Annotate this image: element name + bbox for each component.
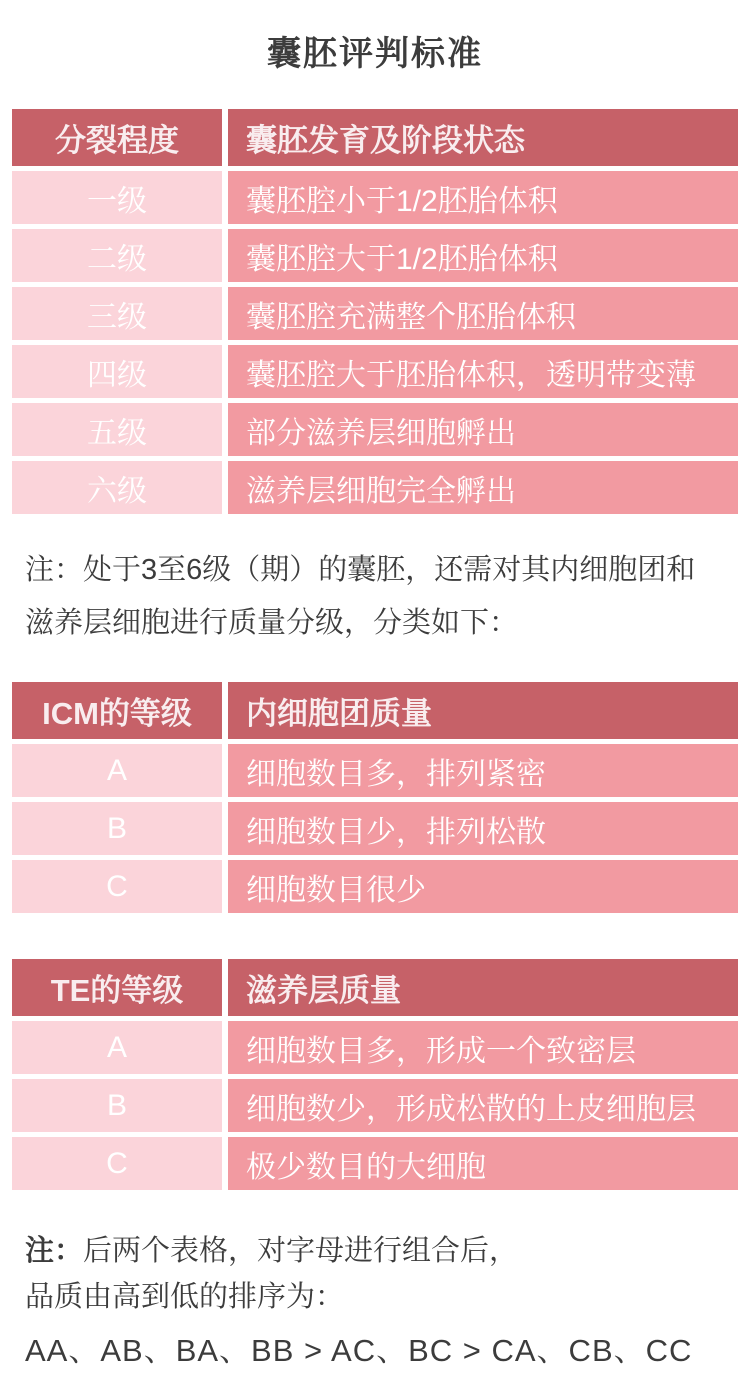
stage-label: 六级 xyxy=(12,461,222,514)
note-line: 滋养层细胞进行质量分级，分类如下： xyxy=(25,607,519,639)
grade-label: C xyxy=(12,860,222,913)
table-row xyxy=(12,1079,738,1132)
blastocyst-stage-table xyxy=(12,109,738,514)
table-row xyxy=(12,1137,738,1190)
note-line: 品质由高到低的排序为： xyxy=(25,1281,345,1313)
grade-label: A xyxy=(12,1021,222,1074)
stage-description: 囊胚腔大于1/2胚胎体积 xyxy=(228,229,738,282)
stage-description: 囊胚腔大于胚胎体积，透明带变薄 xyxy=(228,345,738,398)
grade-label: A xyxy=(12,744,222,797)
grade-label: C xyxy=(12,1137,222,1190)
icm-grade-header-cell: ICM的等级 xyxy=(12,682,222,739)
combination-note xyxy=(25,1228,738,1374)
icm-quality-header-cell: 内细胞团质量 xyxy=(228,682,738,739)
grade-description: 细胞数目少，排列松散 xyxy=(228,802,738,855)
table-row xyxy=(12,744,738,797)
note-prefix: 注： xyxy=(25,1235,84,1267)
stage-label: 二级 xyxy=(12,229,222,282)
grade-label: B xyxy=(12,802,222,855)
te-grade-table xyxy=(12,959,738,1190)
table-header-row xyxy=(12,109,738,166)
note-line: 注：处于3至6级（期）的囊胚，还需对其内细胞团和 xyxy=(25,554,696,586)
table-row xyxy=(12,171,738,224)
te-grade-header-cell: TE的等级 xyxy=(12,959,222,1016)
table-row xyxy=(12,1021,738,1074)
stage-label: 四级 xyxy=(12,345,222,398)
stage-label: 五级 xyxy=(12,403,222,456)
table-row xyxy=(12,287,738,340)
table-row xyxy=(12,802,738,855)
table-header-row xyxy=(12,959,738,1016)
stage-label: 三级 xyxy=(12,287,222,340)
note-line xyxy=(25,1228,738,1274)
stage-desc-header-cell: 囊胚发育及阶段状态 xyxy=(228,109,738,166)
grade-description: 极少数目的大细胞 xyxy=(228,1137,738,1190)
table-row xyxy=(12,860,738,913)
stage-description: 部分滋养层细胞孵出 xyxy=(228,403,738,456)
table-header-row xyxy=(12,682,738,739)
grade-description: 细胞数少，形成松散的上皮细胞层 xyxy=(228,1079,738,1132)
table-row xyxy=(12,461,738,514)
note-text: 后两个表格，对字母进行组合后， xyxy=(83,1235,519,1267)
grade-label: B xyxy=(12,1079,222,1132)
stage-header-cell: 分裂程度 xyxy=(12,109,222,166)
stage-description: 滋养层细胞完全孵出 xyxy=(228,461,738,514)
te-quality-header-cell: 滋养层质量 xyxy=(228,959,738,1016)
grade-description: 细胞数目很少 xyxy=(228,860,738,913)
table-row xyxy=(12,403,738,456)
stage-description: 囊胚腔小于1/2胚胎体积 xyxy=(228,171,738,224)
stage-description: 囊胚腔充满整个胚胎体积 xyxy=(228,287,738,340)
quality-ranking: AA、AB、BA、BB > AC、BC > CA、CB、CC xyxy=(25,1333,693,1368)
grade-description: 细胞数目多，形成一个致密层 xyxy=(228,1021,738,1074)
table-row xyxy=(12,229,738,282)
table-row xyxy=(12,345,738,398)
page-title: 囊胚评判标准 xyxy=(267,35,483,73)
grade-description: 细胞数目多，排列紧密 xyxy=(228,744,738,797)
icm-grade-table xyxy=(12,682,738,913)
stage-label: 一级 xyxy=(12,171,222,224)
stage-table-note xyxy=(25,544,738,650)
